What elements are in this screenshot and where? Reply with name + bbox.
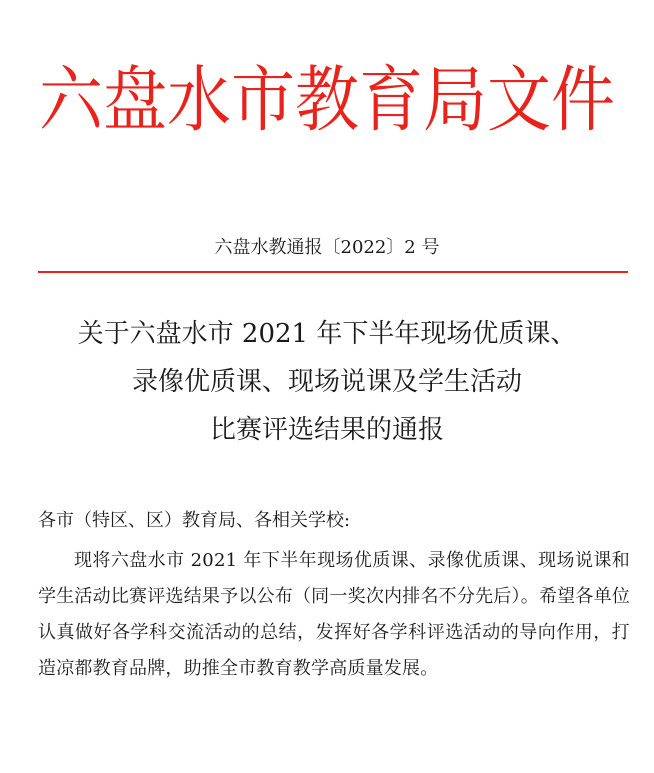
document-title-line-2: 录像优质课、现场说课及学生活动 [131,367,522,397]
document-number: 六盘水教通报〔2022〕2 号 [214,237,440,258]
salutation: 各市（特区、区）教育局、各相关学校: [38,510,351,531]
red-divider-line [38,271,628,273]
body-paragraph: 现将六盘水市 2021 年下半年现场优质课、录像优质课、现场说课和学生活动比赛评选结果予以公布（同一奖次内排名不分先后）。希望各单位认真做好各学科交流活动的总结，发挥好各学科评选活动的导向作用，打造凉都教育品牌，助推全市教育教学高质量发展。 [38,550,630,679]
issuer-title: 六盘水市教育局文件 [39,59,615,143]
document-title-line-3: 比赛评选结果的通报 [209,415,444,445]
document-title-line-1: 关于六盘水市 2021 年下半年现场优质课、 [77,319,577,349]
